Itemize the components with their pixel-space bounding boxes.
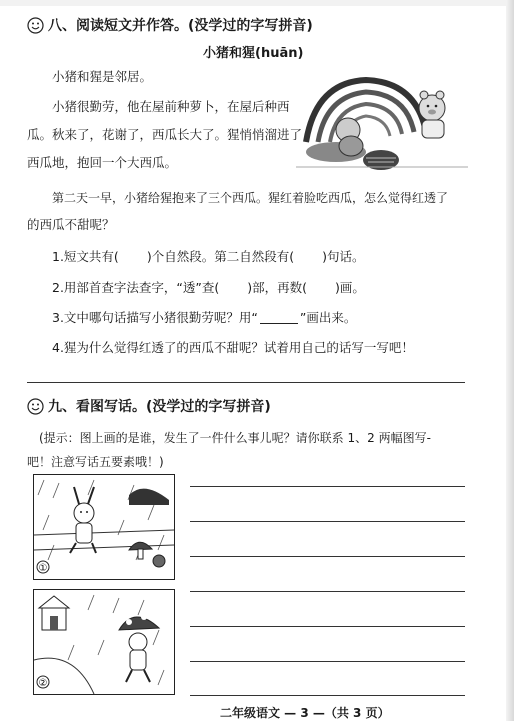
passage-para1: 小猪和猩是邻居。 [52, 69, 153, 84]
rain-rabbit-illustration [34, 475, 174, 579]
question-1: 1.短文共有( )个自然段。第二自然段有( )句话。 [52, 249, 365, 264]
passage-title: 小猪和猩(huān) [203, 46, 304, 61]
writing-line[interactable] [190, 626, 465, 627]
page-footer: 二年级语文 — 3 —（共 3 页） [220, 706, 390, 720]
question-3: 3.文中哪句话描写小猪很勤劳呢？用“ ”画出来。 [52, 310, 357, 325]
writing-line[interactable] [190, 661, 465, 662]
answer-line[interactable] [27, 382, 465, 383]
passage-para3-line2: 的西瓜不甜呢？ [27, 217, 115, 232]
writing-line[interactable] [190, 486, 465, 487]
smiley-icon [27, 398, 44, 415]
panel-1-number: ① [38, 563, 48, 574]
smiley-icon [27, 17, 44, 34]
writing-line[interactable] [190, 556, 465, 557]
picture-panel-1 [33, 474, 175, 580]
hint-line1: (提示：图上画的是谁，发生了一件什么事儿呢？请你联系 1、2 两幅图写- [39, 431, 431, 445]
picture-panel-2 [33, 589, 175, 695]
question-2: 2.用部首查字法查字，“透”查( )部，再数( )画。 [52, 280, 365, 295]
passage-para2-line2: 瓜。秋来了，花谢了，西瓜长大了。猩悄悄溜进了 [27, 127, 303, 142]
writing-line[interactable] [190, 695, 465, 696]
page-top-shadow [0, 0, 514, 6]
section8-heading: 八、阅读短文并作答。(没学过的字写拼音) [48, 18, 313, 34]
passage-para3-line1: 第二天一早，小猪给猩抱来了三个西瓜。猩红着脸吃西瓜，怎么觉得红透了 [52, 191, 449, 205]
page-right-edge [506, 0, 514, 721]
writing-line[interactable] [190, 591, 465, 592]
passage-para2-line1: 小猪很勤劳，他在屋前种萝卜，在屋后种西 [52, 99, 290, 114]
writing-line[interactable] [190, 521, 465, 522]
passage-para2-line3: 西瓜地，抱回一个大西瓜。 [27, 155, 178, 170]
section9-heading: 九、看图写话。(没学过的字写拼音) [48, 399, 271, 415]
rain-mushroom-illustration [34, 590, 174, 694]
panel-2-number: ② [38, 678, 48, 689]
watermelon-illustration [296, 72, 468, 172]
hint-line2: 吧！注意写话五要素哦！) [27, 455, 164, 469]
question-4: 4.猩为什么觉得红透了的西瓜不甜呢？试着用自己的话写一写吧！ [52, 340, 414, 355]
